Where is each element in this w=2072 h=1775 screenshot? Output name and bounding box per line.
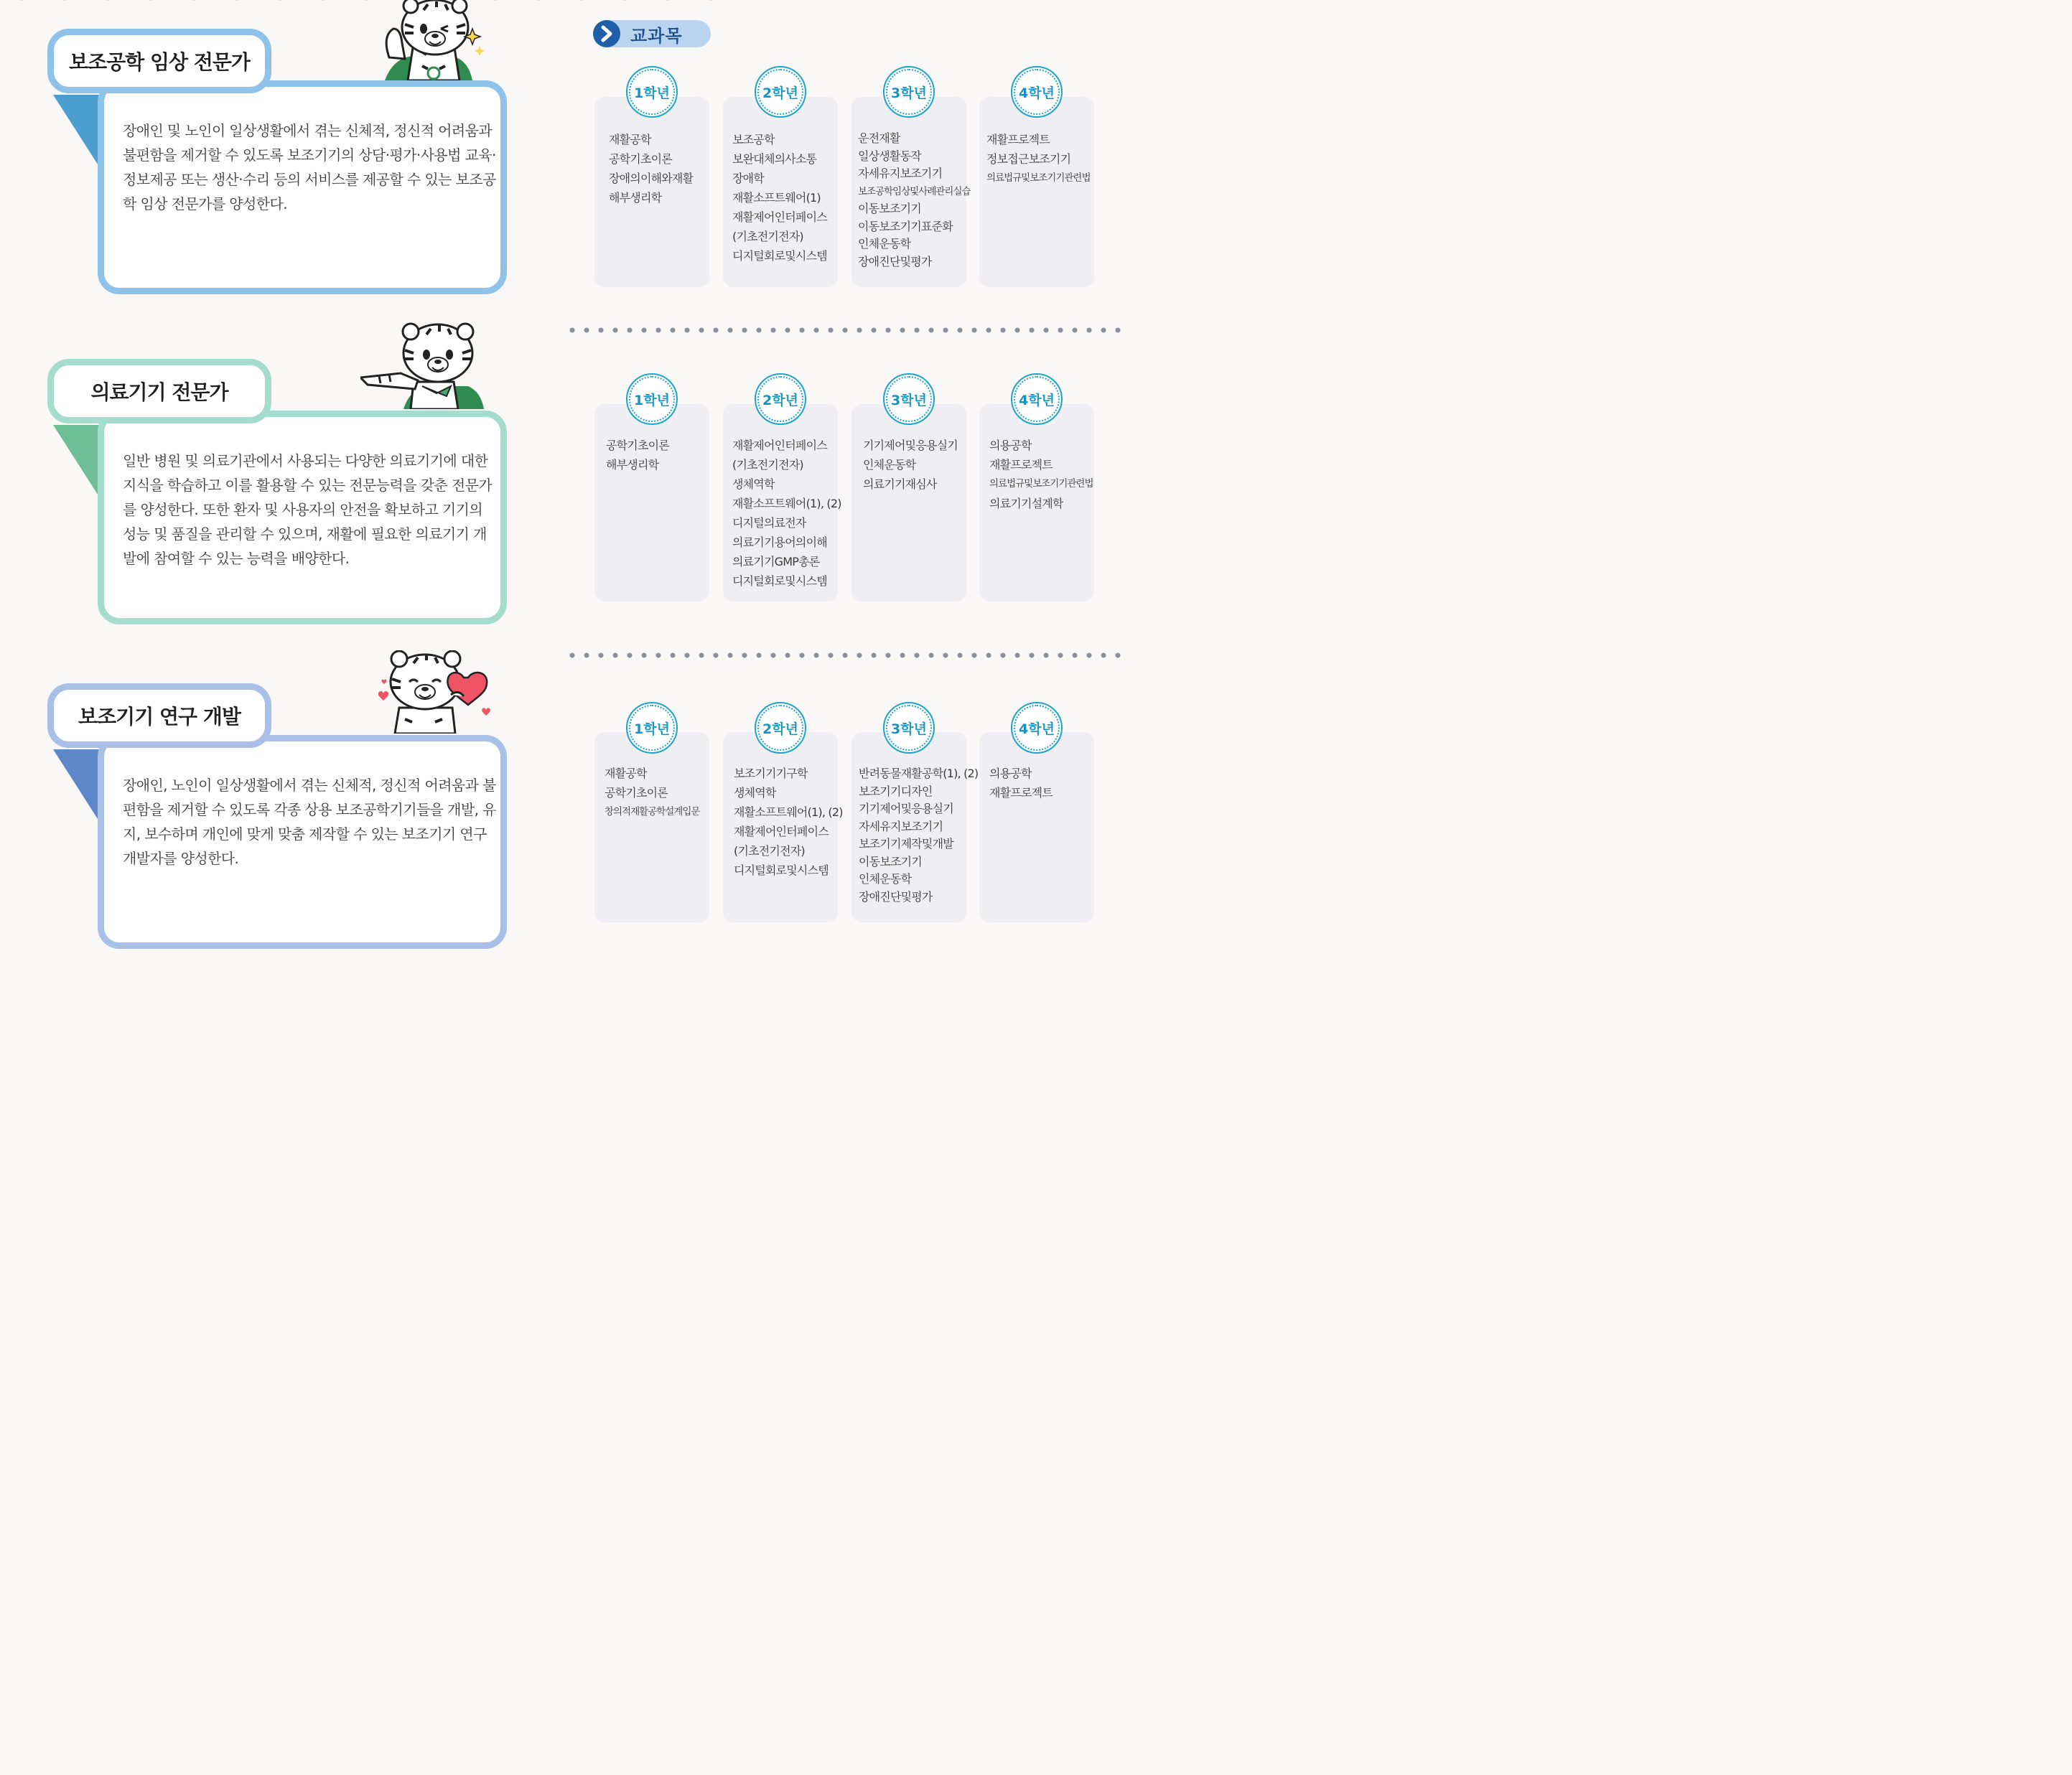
course-item: 재활프로젝트: [989, 786, 1053, 800]
speech-tail: [53, 749, 99, 821]
dotted-divider: [567, 327, 1126, 334]
course-item: 기기제어및응용실기: [863, 439, 958, 452]
speech-tail: [53, 425, 99, 497]
course-item: 의료기기재심사: [863, 477, 937, 491]
course-list: [606, 436, 714, 474]
year-column-1: [594, 404, 709, 601]
year-column-3: [851, 97, 971, 287]
course-item: (기초전기전자): [734, 844, 805, 858]
year-badge: 2학년: [755, 702, 806, 754]
course-item: 해부생리학: [606, 458, 659, 472]
year-column-4: [979, 97, 1094, 287]
year-column-4: [979, 404, 1094, 601]
course-item: 의료기기설계학: [989, 497, 1063, 510]
course-item: 인체운동학: [858, 237, 911, 250]
course-list: [605, 764, 712, 822]
year-badge: 3학년: [883, 66, 935, 118]
course-list: [859, 765, 979, 906]
course-item: 보조기기기구학: [734, 767, 808, 780]
course-item: 이동보조기기: [859, 854, 922, 868]
course-item: 공학기초이론: [609, 152, 672, 166]
course-item: 의료기기GMP총론: [732, 555, 820, 568]
course-list: [989, 764, 1097, 802]
year-badge: 4학년: [1011, 373, 1063, 425]
course-item: 재활소프트웨어(1): [732, 191, 821, 205]
section-title: 보조기기 연구 개발: [47, 683, 271, 748]
year-column-2: [723, 732, 843, 922]
course-item: 장애학: [732, 172, 764, 185]
course-item: 의료기기용어의이해: [732, 535, 827, 549]
course-item: 보조공학: [732, 133, 775, 146]
section-description: 장애인 및 노인이 일상생활에서 겪는 신체적, 정신적 어려움과 불편함을 제거할 수 있도록 보조기기의 상담·평가·사용법 교육·정보제공 또는 생산·수리 등의 서비스를 제공할 수 있는 보조공학 임상 전문가를 양성한다.: [123, 122, 496, 212]
course-item: 자세유지보조기기: [858, 167, 943, 180]
course-item: 의료법규및보조기기관련법: [989, 478, 1093, 490]
course-item: 이동보조기기: [858, 202, 921, 215]
course-item: 생체역학: [732, 477, 775, 491]
section-description: 일반 병원 및 의료기관에서 사용되는 다양한 의료기기에 대한 지식을 학습하고 이를 활용할 수 있는 전문능력을 갖춘 전문가를 양성한다. 또한 환자 및 사용자의 안전을 확보하고 기기의 성능 및 품질을 관리할 수 있으며, 재활에 필요한 의료기기 개발에 참여할 수 있는 능력을 배양한다.: [123, 452, 493, 567]
course-item: (기초전기전자): [732, 458, 803, 472]
year-badge: 1학년: [626, 66, 678, 118]
course-item: 보완대체의사소통: [732, 152, 817, 166]
tiger-mascot-wink: [379, 0, 487, 80]
course-item: 장애진단및평가: [859, 889, 933, 904]
course-item: 자세유지보조기기: [859, 819, 943, 833]
year-badge: 2학년: [755, 373, 806, 425]
course-item: 이동보조기기표준화: [858, 219, 953, 233]
description-frame: [98, 80, 507, 294]
course-item: 재활소프트웨어(1), (2): [732, 497, 841, 510]
course-item: 기기제어및응용실기: [859, 802, 953, 815]
course-item: 운전재활: [858, 131, 900, 145]
course-item: 창의적재활공학설계입문: [605, 806, 700, 818]
section-title: 의료기기 전문가: [47, 359, 271, 423]
year-badge: 3학년: [883, 373, 935, 425]
year-badge: 4학년: [1011, 702, 1063, 754]
year-badge: 1학년: [626, 702, 678, 754]
course-item: 의료법규및보조기기관련법: [986, 172, 1091, 184]
course-item: 재활제어인터페이스: [732, 210, 827, 224]
course-item: 재활공학: [609, 133, 651, 146]
course-item: 의용공학: [989, 767, 1032, 780]
year-column-3: [851, 732, 979, 922]
course-list: [732, 436, 840, 591]
course-item: 디지털의료전자: [732, 516, 806, 530]
course-item: 정보접근보조기기: [986, 152, 1071, 166]
description-frame: [98, 411, 507, 624]
course-item: (기초전기전자): [732, 230, 803, 243]
course-item: 공학기초이론: [606, 439, 669, 452]
course-item: 재활프로젝트: [986, 133, 1050, 146]
course-item: 재활프로젝트: [989, 458, 1053, 472]
tiger-mascot-heart: [373, 650, 495, 734]
section-description: 장애인, 노인이 일상생활에서 겪는 신체적, 정신적 어려움과 불편함을 제거할 수 있도록 각종 상용 보조공학기기들을 개발, 유지, 보수하며 개인에 맞게 맞춤 제작할 수 있는 보조기기 연구 개발자를 양성한다.: [123, 777, 496, 867]
course-list: [609, 130, 717, 207]
course-list: [858, 130, 971, 271]
dotted-divider: [567, 652, 1126, 659]
course-list: [734, 764, 841, 880]
year-column-4: [979, 732, 1094, 922]
year-column-2: [723, 97, 838, 287]
course-item: 일상생활동작: [858, 149, 921, 163]
curriculum-badge-label: 교과목: [630, 26, 683, 46]
course-item: 인체운동학: [863, 458, 916, 472]
course-item: 재활제어인터페이스: [732, 439, 827, 452]
course-item: 디지털회로및시스템: [732, 574, 827, 588]
year-column-2: [723, 404, 841, 601]
course-item: 재활공학: [605, 767, 647, 780]
course-item: 디지털회로및시스템: [734, 863, 829, 877]
year-column-1: [594, 732, 709, 922]
course-item: 공학기초이론: [605, 786, 668, 800]
year-badge: 3학년: [883, 702, 935, 754]
course-item: 의용공학: [989, 439, 1032, 452]
year-badge: 1학년: [626, 373, 678, 425]
course-list: [863, 436, 971, 494]
course-item: 보조공학임상및사례관리실습: [858, 185, 971, 197]
year-badge: 4학년: [1011, 66, 1063, 118]
course-list: [732, 130, 840, 266]
course-item: 반려동물재활공학(1), (2): [859, 767, 979, 780]
course-item: 생체역학: [734, 786, 776, 800]
year-badge: 2학년: [755, 66, 806, 118]
course-item: 재활제어인터페이스: [734, 825, 829, 838]
description-frame: [98, 735, 507, 949]
speech-tail: [53, 95, 99, 167]
course-list: [989, 436, 1097, 513]
course-item: 디지털회로및시스템: [732, 249, 827, 263]
course-item: 장애진단및평가: [858, 254, 932, 268]
course-item: 재활소프트웨어(1), (2): [734, 805, 843, 819]
year-column-3: [851, 404, 966, 601]
top-dotted-border: [0, 0, 1126, 3]
section-title: 보조공학 임상 전문가: [47, 29, 271, 93]
course-item: 장애의이해와재활: [609, 172, 694, 185]
course-list: [986, 130, 1094, 188]
course-item: 보조기기디자인: [859, 784, 933, 798]
year-column-1: [594, 97, 709, 287]
course-item: 보조기기제작및개발: [859, 837, 953, 851]
course-item: 인체운동학: [859, 872, 912, 886]
course-item: 해부생리학: [609, 191, 662, 205]
tiger-mascot-pointing: [360, 320, 487, 409]
